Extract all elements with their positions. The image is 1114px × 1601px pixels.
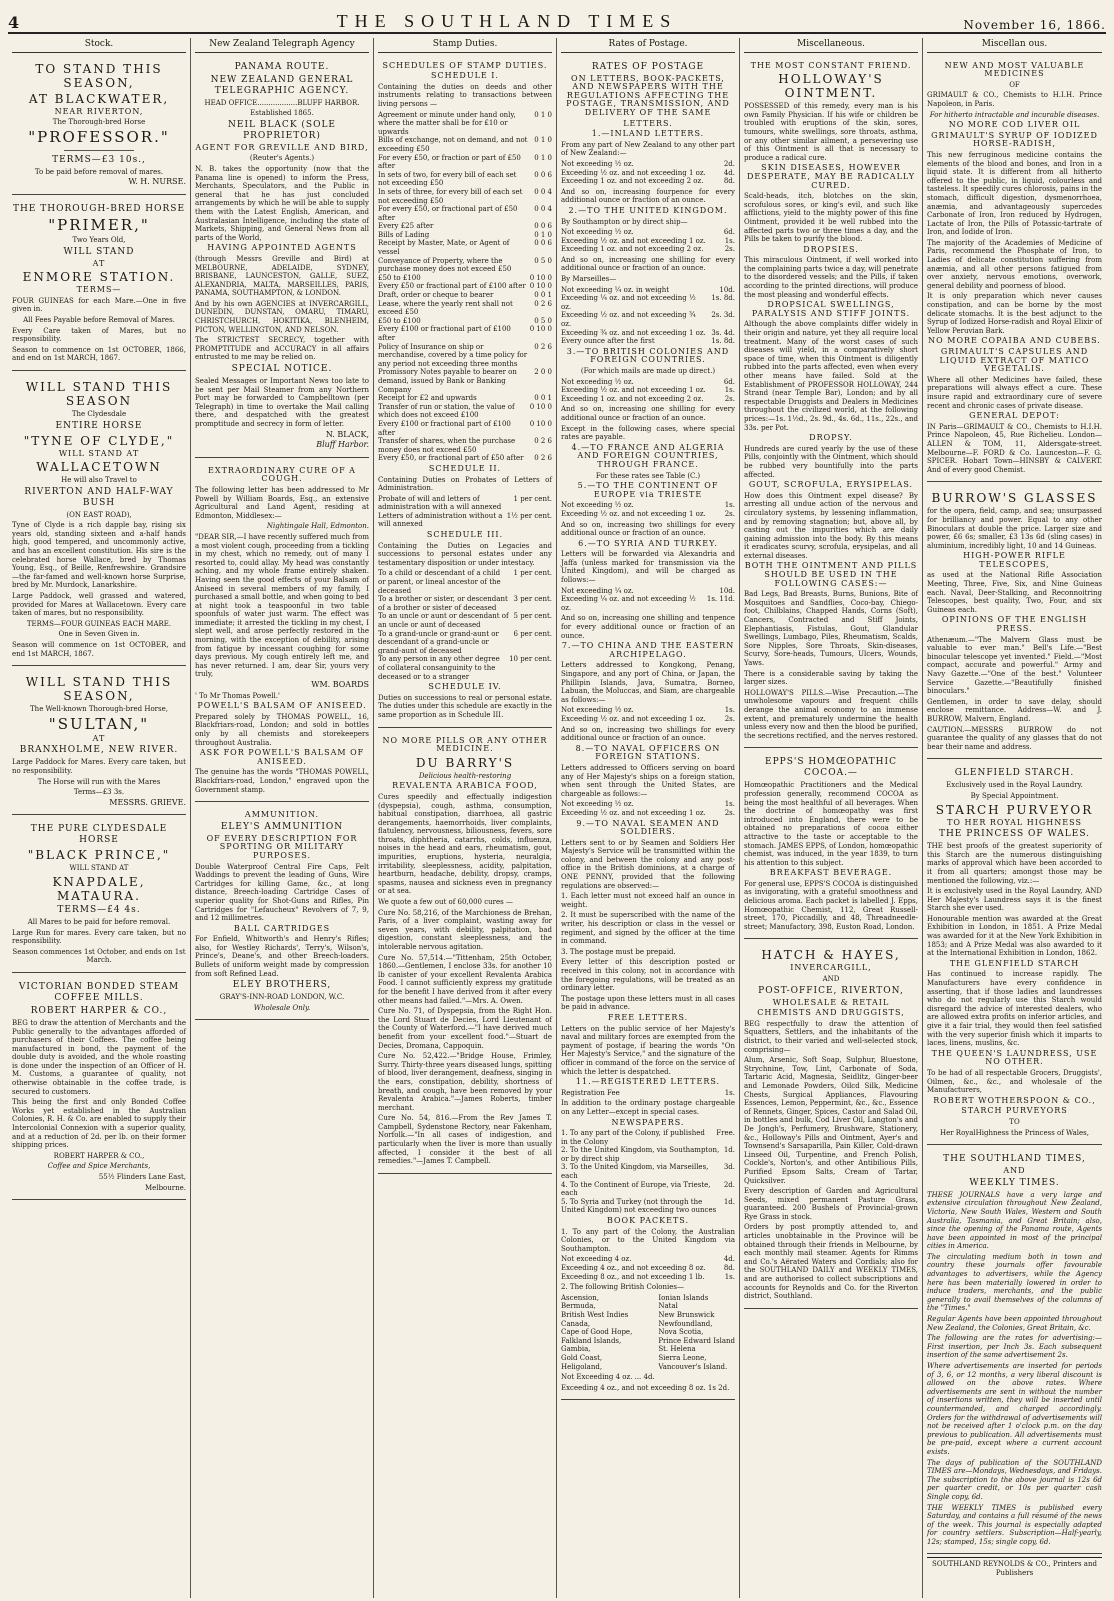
row-item: Exceeding ½ oz. and not exceeding 1 oz. [561, 168, 706, 177]
row-value: 0 0 1 [534, 394, 552, 403]
row-item: To an uncle or aunt or descendant of an uncle or aunt of deceased [378, 612, 509, 629]
list-item: Ionian Islands [658, 1293, 709, 1302]
row-value: 1 per cent. [513, 494, 552, 503]
row-item: 3. To the United Kingdom, via Marseilles, each [561, 1163, 709, 1181]
row-value: 0 0 4 [534, 205, 552, 214]
table-row [561, 595, 735, 612]
list-item: Bermuda, [561, 1302, 596, 1311]
row-value: 0 10 0 [529, 325, 552, 334]
list-item: New Brunswick [658, 1310, 715, 1319]
table-row [378, 154, 552, 171]
row-item: Exceeding 1 oz. and not exceeding 2 oz. [561, 245, 704, 254]
row-item: Bills of exchange, not on demand, and not exceeding £50 [378, 136, 528, 153]
row-value: 0 0 6 [534, 170, 552, 179]
row-value: 10d. [719, 586, 735, 595]
columns [8, 38, 1106, 1598]
row-value: 8d. [723, 177, 735, 186]
row-item: Not exceeding ½ oz. [561, 501, 634, 510]
row-item: To a child or descendant of a child or parent, or lineal ancestor of the deceased [378, 569, 501, 595]
row-value: 3s. 4d. [711, 328, 735, 337]
trieste-rates [561, 501, 735, 518]
row-item: Every ounce after the first [561, 337, 655, 346]
syria-rates [561, 587, 735, 613]
table-row [378, 257, 552, 274]
schedule-3-table [378, 569, 552, 681]
row-value: 0 10 0 [529, 282, 552, 291]
row-value: 10d. [719, 285, 735, 294]
list-item: Prince Edward Island [658, 1336, 735, 1345]
row-value: Free. [716, 1129, 735, 1138]
issue-date: November 16, 1866. [963, 18, 1106, 32]
row-item: Every £50, or fractional part of £50 after [378, 454, 524, 463]
column-telegraph [191, 38, 374, 1598]
ad-burrow-glasses: BURROW'S GLASSES for the opera, field, camp, and sea; unsurpassed for brilliancy and power. Equal to any other Binoculars at double the price. Larger size and power, £6 6s; smaller, £3 13s 6d (sling cases) in aluminium, incredibly light, 10 and 14 Guineas. HIGH-POWER RIFLE TELESCOPES, as used at the National Rifle Association Meeting, Three, Five, Six, and Nine Guineas each. Naval, Deer-Stalking, and Reconnoitring Telescopes, best quality, Two, Four, and six Guineas each. OPINIONS OF THE ENGLISH PRESS. Athenæum.—"The Malvern Glass must be valuable to ever man." Bell's Life.—"Best binocular telescope yet invented." Field.—"Most compact, accurate and powerful." Army and Navy Gazette.—"One of the best." Volunteer Service Gazette.—"Beautifully finished binoculars." Gentlemen, in order to save delay, should enclose remittance. Address—W. and J. BURROW, Malvern, England. CAUTION.—MESSRS BURROW do not guarantee the quality of any glasses that do not bear their name and address. [927, 485, 1102, 759]
table-row [561, 169, 735, 178]
list-item: Cape of Good Hope, [561, 1328, 633, 1337]
row-value: 1d. [723, 1197, 735, 1206]
column-heading: Stock. [12, 38, 186, 53]
row-value: 0 1 0 [534, 136, 552, 145]
ad-professor: TO STAND THIS SEASON, AT BLACKWATER, NEAR RIVERTON, The Thorough-bred Horse "PROFESSOR." TERMS—£3 10s., To be paid before removal of mares. W. H. NURSE. [12, 56, 186, 195]
row-item: Exceeding 1 oz. and not exceeding 2 oz. [561, 394, 704, 403]
row-item: Exceeding ½ oz. and not exceeding 1 oz. [561, 236, 706, 245]
book-packet-rates [561, 1255, 735, 1281]
column-heading: Miscellaneous. [744, 38, 918, 53]
table-row [561, 237, 735, 246]
row-value: 0 2 6 [534, 454, 552, 463]
ad-du-barry: NO MORE PILLS OR ANY OTHER MEDICINE. DU BARRY'S Delicious health-restoring REVALENTA ARABICA FOOD, Cures speedily and effectually indigestion (dyspepsia), cough, asthma, consumption, habitual constipation, diarrhoea, all gastric derangements, haemorrhoids, liver complaints, flatulency, nervousness, biliousness, fevers, sore throats, diphtheria, catarrhs, colds, influenza, noises in the head and ears, rheumatism, gout, impurities, eruptions, hysteria, neuralgia, irritability, sleeplessness, acidity, palpitation, heartburn, headache, debility, dropsy, cramps, spasms, nausea and sickness even in pregnancy or at sea. We quote a few out of 60,000 cures — Cure No. 58,216, of the Marchioness de Brehan, Paris, of a liver complaint, wasting away for seven years, with debility, palpitation, bad digestion, constant sleeplessness, and the intolerable nervous agitation. Cure No. 57,514.—"Tittenham, 25th October, 1860.—Gentlemen, I enclose 33s. for another 10 lb canister of your excellent Revalenta Arabica Food. I cannot sufficiently express my gratitude for the benefit I have derived from it after every other means had failed."—Mrs. A. Owen. Cure No. 71, of Dyspepsia, from the Right Hon. the Lord Stuart de Decies, Lord Lieutenant of the County of Waterford.—"I have derived much benefit from your excellent food."—Stuart de Decies, Dromana, Cappoquin. Cure No. 52,422.—"Bridge House, Frimley, Surry. Thirty-three years diseased lungs, spitting of blood, liver derangement, deafness, singing in the ears, constipation, debility, shortness of breath, and cough, have been removed by your Revalenta Arabica."—James Roberts, timber merchant. Cure No. 54, 816.—From the Rev James T. Campbell, Sydenstone Rectory, near Fakenham, Norfolk.—"In all cases of indigestion, and particularly when the liver is more than usually affected, I consider it the best of all remedies."—James T. Campbell. [378, 731, 552, 1174]
colonies-rates [561, 378, 735, 404]
row-value: 0 5 0 [534, 256, 552, 265]
row-value: 6 per cent. [513, 629, 552, 638]
column-stamp-duties [374, 38, 557, 1598]
ad-holloway: THE MOST CONSTANT FRIEND. HOLLOWAY'S OINTMENT. POSSESSED of this remedy, every man is his own Family Physician. If his wife or children be troubled with eruptions of the skin, sores, tumours, white swellings, sore throats, asthma, or any other similar ailment, a persevering use of this Ointment is all that is necessary to produce a radical cure. SKIN DISEASES, HOWEVER DESPERATE, MAY BE RADICALLY CURED. Scald-heads, itch, blotches on the skin, scrofulous sores, or king's evil, and such like afflictions, yield to the mighty power of this fine Ointment, provided it be well rubbed into the affected parts two or three times a day, and the Pills be taken to purify the blood. DROPSIES. This miraculous Ointment, if well worked into the complaining parts twice a day, will penetrate to the disordered vessels; and the Pills, if taken according to the printed directions, will produce the most pleasing and wonderful effects. DROPSICAL SWELLINGS, PARALYSIS AND STIFF JOINTS. Although the above complaints differ widely in their origin and nature, yet they all require local treatment. Many of the worst cases of such diseases will yield, in a comparatively short space of time, when this Ointment is diligently rubbed into the parts affected, even when every other means have failed. Sold at the Establishment of PROFESSOR HOLLOWAY, 244 Strand (near Temple Bar), London; and by all respectable Druggists and Dealers in Medicines throughout the civilized world, at the following prices:—1s. 1½d., 2s. 9d., 4s. 6d., 11s., 22s., and 33s. per Pot. DROPSY. Hundreds are cured yearly by the use of these Pills, conjointly with the Ointment, which should be rubbed very bountifully into the parts affected. GOUT, SCROFULA, ERYSIPELAS. How does this Ointment expel disease? By arresting all undue action of the nervous and circulatory systems, by lessening inflammation, and by removing stagnation; but, above all, by casting out the impurities which are daily gaining admission into the body. By this means it eradicates scurvy, scrofula, erysipelas, and all external diseases. BOTH THE OINTMENT AND PILLS SHOULD BE USED IN THE FOLLOWING CASES:— Bad Legs, Bad Breasts, Burns, Bunions, Bite of Mosquitoes and Sandflies, Coco-bay, Chiego-foot, Chilblains, Chapped Hands, Corns (Soft), Cancers, Contracted and Stiff Joints, Elephantiasis, Fistulas, Gout, Glandular Swellings, Lumbago, Piles, Rheumatism, Scalds, Sore Nipples, Sore Throats, Skin-diseases, Scurvy, Sore-heads, Tumours, Ulcers, Wounds, Yaws. There is a considerable saving by taking the larger sizes. HOLLOWAY'S PILLS.—Wise Precaution.—The unwholesome vapours and frequent chills derange the animal economy to an immense extent, and prematurely undermine the health unless every now and then the blood be purified, the secretions rectified, and the nerves restored. [744, 56, 918, 749]
column-miscellaneous-2 [923, 38, 1106, 1598]
row-value: 2s. [724, 245, 735, 254]
row-value: 0 1 0 [534, 230, 552, 239]
row-item: Not exceeding ½ oz. [561, 800, 634, 809]
table-row [378, 403, 552, 420]
row-item: Exceeding ½ oz. and not exceeding ¾ oz. [561, 311, 696, 329]
table-row [378, 300, 552, 317]
row-item: Lease, where the yearly rent shall not exceed £50 [378, 299, 513, 317]
table-row [378, 317, 552, 326]
naval-officer-rates [561, 800, 735, 817]
ad-hatch-hayes: HATCH & HAYES, INVERCARGILL, AND POST-OFFICE, RIVERTON, WHOLESALE & RETAIL CHEMISTS AND DRUGGISTS, BEG respectfully to draw the attention of Squatters, Settlers, and the inhabitants of the district, to their varied and well-selected stock, comprising— Alum, Arsenic, Soft Soap, Sulphur, Bluestone, Strychnine, Tow, Lint, Carbonate of Soda, Tartaric Acid, Magnesia, Seidlitz, Ginger-beer and Lemonade Powders, Oilcd Silk, Medicine Chests, Surgical Appliances, Flavouring Essences, Lemon, Peppermint, &c., &c., Essence of Rennets, Ginger, Spices, Castor and Salad Oil, in bottles and bulk, Cod Liver Oil, Langton's and De Jongh's, Perfumery, Brushware, Stationery, &c., Holloway's Pills and Ointment, Ayer's and Townsend's Sarsaparilla, Pain Killer, Cold-drawn Linseed Oil, Turpentine, and French Polish, Cockle's, Norton's, and other Antibilious Pills, Purified Epsom Salts, Cream of Tartar, Quicksilver. Every description of Garden and Agricultural Seeds, mixed permanent Pasture Grass, guaranteed. 200 Bushels of Provincial-grown Rye Grass in stock. Orders by post promptly attended to, and articles unobtainable in the Province will be obtained through their friends in Melbourne, by each monthly mail steamer. Agents for Rimms and Co.'s Aërated Waters and Cordials; also for the SOUTHLAND DAILY and WEEKLY TIMES, and are authorised to collect subscriptions and accounts for Reynolds and Co. for the Riverton district, Southland. [744, 942, 918, 1308]
row-item: Draft, order or cheque to bearer [378, 291, 494, 300]
table-row [378, 569, 552, 595]
column-heading: Miscellan ous. [927, 38, 1102, 53]
table-row [378, 282, 552, 291]
row-item: Receipt for £2 and upwards [378, 394, 477, 403]
row-value: 4d. [723, 1255, 735, 1264]
row-item: Promissory Notes payable to bearer on demand, issued by Bank or Banking Company [378, 368, 517, 394]
row-item: In sets of three, for every bill of each set not exceeding £50 [378, 187, 523, 205]
table-row [561, 329, 735, 338]
ad-telegraph-agency: PANAMA ROUTE. NEW ZEALAND GENERAL TELEGRAPHIC AGENCY. HEAD OFFICE..................BLUFF HARBOR. Established 1865. NEIL BLACK (SOLE PROPRIETOR) AGENT FOR GREVILLE AND BIRD, (Reuter's Agents.) N. B. takes the opportunity (now that the Panama line is opened) to inform the Press, Merchants, Speculators, and the Public in general that he has just concluded arrangements by which he will be able to supply them with the Latest English, American, and Australasian Intelligence, including the state of Markets, Shipping, and General News from all parts of the World, HAVING APPOINTED AGENTS (through Messrs Greville and Bird) at MELBOURNE, ADELAIDE, SYDNEY, BRISBANE, LAUNCESTON, GALLE, SUEZ, ALEXANDRIA, MALTA, MARSEILLES, PARIS, PANAMA, SOUTHAMPTON, & LONDON. And by his own AGENCIES at INVERCARGILL, DUNEDIN, DUNSTAN, OMARU, TIMARU, CHRISTCHURCH, HOKITIKA, BLENHEIM, PICTON, WELLINGTON, AND NELSON. The STRICTEST SECRECY, together with PROMPTITUDE and ACCURACY in all affairs entrusted to me may be relied on. SPECIAL NOTICE. Sealed Messages or Important News too late to be sent per Mail Steamer from any Northern Port may be forwarded to Campbelltown (per Telegraph) in time to overtake the Mail calling there, and despatched with the greatest promptitude and secrecy in form of letter. N. BLACK, Bluff Harbor. [195, 56, 369, 458]
row-item: Probate of will and letters of administration with a will annexed [378, 494, 502, 512]
table-row [561, 286, 735, 295]
row-value: 0 0 1 [534, 291, 552, 300]
row-item: To a grand-uncle or grand-aunt or descendant of a grand-uncle or grand-aunt of deceased [378, 629, 499, 655]
row-value: 0 1 0 [534, 110, 552, 119]
table-row [561, 1255, 735, 1264]
list-item: Natal [658, 1302, 678, 1311]
ad-coffee-mills: VICTORIAN BONDED STEAM COFFEE MILLS. ROBERT HARPER & CO., BEG to draw the attention of Merchants and the Public generally to the advantages afforded of purchasers of their Coffees. The coffee being manufactured in bond, the payment of the double duty is avoided, and the whole roasting is done under the inspection of an Officer of H. M. Customs, a guarantee of quality, not otherwise obtainable in the coffee trade, is secured to customers. This being the first and only Bonded Coffee Works yet established in the Australian Colonies, R. H. & Co. are enabled to supply their Intercolonial Connexion with a superior quality, and at a reduction of 2d. per lb. on their former shipping prices. ROBERT HARPER & CO., Coffee and Spice Merchants, 55½ Flinders Lane East, Melbourne. [12, 976, 186, 1200]
ad-primer: THE THOROUGH-BRED HORSE "PRIMER," Two Years Old, WILL STAND AT ENMORE STATION. TERMS— FOUR GUINEAS for each Mare.—One in five given in. All Fees Payable before Removal of Mares. Every Care taken of Mares, but no responsibility. Season to commence on 1st OCTOBER, 1866, and end on 1st MARCH, 1867. [12, 198, 186, 371]
table-row [378, 655, 552, 681]
table-row [561, 337, 735, 346]
row-value: 1s. [724, 706, 735, 715]
row-item: 2. To the United Kingdom, via Southampton, or by direct ship [561, 1146, 720, 1163]
table-row [561, 395, 735, 404]
row-item: Every £100 or fractional part of £100 after [378, 325, 511, 342]
table-row [378, 343, 552, 369]
row-item: Transfer of run or station, the value of which does not exceed £100 [378, 402, 515, 420]
row-value: 3d. [723, 1163, 735, 1172]
table-row [378, 171, 552, 188]
table-row [378, 239, 552, 256]
row-value: 1d. [723, 1146, 735, 1155]
table-row [378, 222, 552, 231]
list-item: Gold Coast, [561, 1353, 603, 1362]
imprint: SOUTHLAND REYNOLDS & CO., Printers and Publishers [927, 1557, 1102, 1577]
ad-tyne-of-clyde: WILL STAND THIS SEASON The Clydesdale ENTIRE HORSE "TYNE OF CLYDE," WILL STAND AT WALLACETOWN He will also Travel to RIVERTON AND HALF-WAY BUSH (ON EAST ROAD), Tyne of Clyde is a rich dapple bay, rising six years old, standing sixteen and a-half hands high, good tempered, and uncommonly active, and has an excellent constitution. His sire is the celebrated horse Wallace, bred by Thomas Young, Esq., of Beille, Renfrewshire. Grandsire—the far-famed and well-known horse Surprise, bred by Mr. Murdock, Lanarkshire. Large Paddock, well grassed and watered, provided for Mares at Wallacetown. Every care taken of mares, but no responsibility. TERMS—FOUR GUINEAS EACH MARE. One in Seven Given in. Season will commence on 1st OCTOBER, and end 1st MARCH, 1867. [12, 374, 186, 666]
row-item: Exceeding ¾ oz. and not exceeding 1 oz. [561, 328, 706, 337]
table-row [378, 437, 552, 454]
table-row [378, 495, 552, 512]
row-item: 1. To any part of the Colony, if published in the Colony [561, 1129, 705, 1146]
ad-sultan: WILL STAND THIS SEASON, The Well-known Thorough-bred Horse, "SULTAN," AT BRANXHOLME, NEW RIVER. Large Paddock for Mares. Every care taken, but no responsibility. The Horse will run with the Mares Terms—£3 3s. MESSRS. GRIEVE. [12, 669, 186, 815]
row-value: 0 2 6 [534, 342, 552, 351]
row-value: 0 0 6 [534, 239, 552, 248]
table-row [561, 378, 735, 387]
row-value: 4d. [723, 168, 735, 177]
table-row [378, 612, 552, 629]
row-value: 1½ per cent. [506, 511, 552, 520]
row-item: Exceeding ½ oz. and not exceeding 1 oz. [561, 808, 706, 817]
table-row [561, 587, 735, 596]
table-row [561, 311, 735, 328]
row-value: 1 per cent. [513, 569, 552, 578]
row-item: Not exceeding ¼ oz. in weight [561, 285, 670, 294]
table-row [378, 274, 552, 283]
row-item: To any person in any other degree of collateral consanguinity to the deceased or to a stranger [378, 655, 500, 681]
row-item: Not exceeding ¼ oz. [561, 586, 634, 595]
newspaper-title: THE SOUTHLAND TIMES [336, 11, 678, 31]
schedule-2-table [378, 495, 552, 529]
table-row [561, 501, 735, 510]
row-value: 2s. 3d. [711, 311, 735, 320]
row-item: Exceeding 1 oz. and not exceeding 2 oz. [561, 177, 704, 186]
column-heading: New Zealand Telegraph Agency [195, 38, 369, 53]
row-item: Exceeding ½ oz. and not exceeding 1 oz. [561, 509, 706, 518]
row-item: For every £50, or fraction or part of £50 after [378, 153, 521, 171]
row-value: 2s. [724, 714, 735, 723]
row-item: Conveyance of Property, where the purchase money does not exceed £50 [378, 256, 512, 274]
row-item: Not exceeding ½ oz. [561, 228, 634, 237]
row-value: 1s. [724, 386, 735, 395]
row-value: 2 0 0 [534, 368, 552, 377]
column-heading: Stamp Duties. [378, 38, 552, 53]
table-row [378, 512, 552, 529]
row-value: 2s. [724, 394, 735, 403]
table-row [378, 136, 552, 153]
table-row [561, 228, 735, 237]
table-row [378, 595, 552, 612]
row-value: 2d. [723, 159, 735, 168]
row-item: £50 to £100 [378, 273, 421, 282]
row-item: Exceeding ½ oz. and not exceeding 1 oz. [561, 714, 706, 723]
ad-black-prince: THE PURE CLYDESDALE HORSE "BLACK PRINCE," WILL STAND AT KNAPDALE, MATAURA. TERMS—£4 4s. All Mares to be paid for before removal. Large Run for mares. Every care taken, but no responsibility. Season commences 1st October, and ends on 1st March. [12, 818, 186, 973]
table-row [561, 1129, 735, 1146]
row-value: 0 2 6 [534, 437, 552, 446]
row-item: 5. To Syria and Turkey (not through the United Kingdom) not exceeding two ounces [561, 1197, 717, 1215]
list-item: British West Indies [561, 1310, 629, 1319]
row-value: 2s. [724, 509, 735, 518]
table-row [378, 394, 552, 403]
table-row [378, 291, 552, 300]
marseilles-rates [561, 286, 735, 346]
ad-grimault: NEW AND MOST VALUABLE MEDICINES OF GRIMAULT & CO., Chemists to H.I.H. Prince Napoleon, in Paris. For hitherto intractable and incurable diseases. NO MORE COD LIVER OIL GRIMAULT'S SYRUP OF IODIZED HORSE-RADISH, This new ferruginous medicine contains the elements of the blood and bones, and Iron in a liquid state. It is different from all hitherto offered to the public, in liquid, colourless and tasteless. It speedily cures chlorosis, pains in the stomach, difficult digestion, dysmenorrhoea, anæmia, and advantageously supercedes Carbonate of Iron, Iron reduced by Hydrogen, Lactate of Iron, the Pills of Potassic-tartrate of Iron, and Iodide of Iron. The majority of the Academies of Medicine of Paris, recommend the Phosphate of Iron, to Ladies of delicate constitution suffering from anæmia, and all other persons fatigued from over anxiety, nervous emotions, overwork, general debility and poorness of blood. It is only preparation which never causes constipation, and can be borne by the most delicate stomachs. It is the best adjunct to the Syrup of Iodized Horse-radish and Royal Elixir of Yellow Peruvian Bark. NO MORE COPAIBA AND CUBEBS. GRIMAULT'S CAPSULES AND LIQUID EXTRACT OF MATICO VEGETALIS. Where all other Medicines have failed, these preparations will always effect a cure. These insure rapid and extraordinary cure of severe recent and chronic cases of private disease. GENERAL DEPOT: IN Paris—GRIMAULT & CO., Chemists to H.I.H. Prince Napoleon, 45, Rue Richelieu. London—ALLEN & TOM, 11, Aldersgate-street. Melbourne—F. FORD & Co. Launceston—F. G. SPICER. Hobart Town—HINSBY & CALVERT. And of every good Chemist. [927, 56, 1102, 483]
column-stock [8, 38, 191, 1598]
row-item: Not exceeding ½ oz. [561, 377, 634, 386]
list-item: Vancouver's Island. [658, 1362, 728, 1371]
row-value: 1s. [724, 800, 735, 809]
row-item: Policy of Insurance on ship or merchandise, covered by a time policy for any period not exceeding three months [378, 342, 528, 368]
row-value: 1s. 8d. [711, 337, 735, 346]
row-item: Bills of Lading [378, 230, 430, 239]
row-value: 0 5 0 [534, 316, 552, 325]
row-value: 6d. [723, 377, 735, 386]
list-item: Gambia, [561, 1345, 591, 1354]
table-row [561, 160, 735, 169]
row-value: 5 per cent. [513, 612, 552, 621]
table-row [378, 630, 552, 656]
row-item: In sets of two, for every bill of each set not exceeding £50 [378, 170, 517, 188]
table-row [561, 1264, 735, 1273]
row-item: Every £25 after [378, 222, 434, 231]
table-row [378, 205, 552, 222]
row-value: 2d. [723, 1180, 735, 1189]
list-item: St. Helena [658, 1345, 696, 1354]
row-value: 1s. 11d. [706, 595, 735, 604]
list-item: Newfoundland, [658, 1319, 713, 1328]
column-heading: Rates of Postage. [561, 38, 735, 53]
row-value: 0 1 0 [534, 153, 552, 162]
table-row [378, 454, 552, 463]
list-item: Ascension, [561, 1293, 599, 1302]
row-item: To a brother or sister, or descendant of a brother or sister of deceased [378, 595, 508, 612]
table-row [378, 325, 552, 342]
table-row [561, 800, 735, 809]
ad-epps-cocoa: EPPS'S HOMŒOPATHIC COCOA.— Homœopathic Practitioners and the Medical profession generally, recommend COCOA as being the most healthful of all beverages. When the doctrine of homœopathy was first introduced into England, there were to be obtained no preparations of cocoa either attractive to the taste or acceptable to the stomach. JAMES EPPS, of London, homœopathic chemist, was induced, in the year 1839, to turn his attention to this subject. BREAKFAST BEVERAGE. For general use, EPPS'S COCOA is distinguished as invigorating, with a grateful smoothness and delicious aroma. Each packet is labelled J. Epps, Homœopathic Chemist, 112, Great Russell-street, 170, Piccadilly, and 48, Threadneedle-street; Manufactory, 398, Euston Road, London. [744, 751, 918, 939]
row-value: 2s. [724, 808, 735, 817]
row-item: Transfer of shares, when the purchase money does not exceed £50 [378, 437, 516, 454]
table-row [561, 1198, 735, 1215]
row-item: Exceeding ¼ oz. and not exceeding ½ oz. [561, 294, 696, 311]
row-item: £50 to £100 [378, 316, 421, 325]
ad-eley-ammunition: AMMUNITION. ELEY'S AMMUNITION OF EVERY DESCRIPTION FOR SPORTING OR MILITARY PURPOSES. Double Waterproof Central Fire Caps, Felt Waddings to prevent the leading of Guns, Wire Cartridges for killing Game, &c., at long distance, Breech-loading Cartridge Cases of superior quality for Shot-Guns and Rifles, Pin Cartridges for "Lefaucheux" Revolvers of 7, 9, and 12 millimetres. BALL CARTRIDGES For Enfield, Whitworth's and Henry's Rifles; also, for Westley Richards', Terry's, Wilson's, Prince's, Deane's, and other Breech-loaders. Bullets of uniform weight made by compression from soft Refined Lead. ELEY BROTHERS, GRAY'S-INN-ROAD LONDON, W.C. Wholesale Only. [195, 805, 369, 1020]
list-item: Nova Scotia, [658, 1328, 704, 1337]
list-item: Canada, [561, 1319, 591, 1328]
row-item: Exceeding ¼ oz. and not exceeding ½ oz. [561, 595, 696, 612]
row-value: 3 per cent. [513, 595, 552, 604]
table-row [561, 1181, 735, 1198]
row-value: 6d. [723, 228, 735, 237]
table-row [561, 1146, 735, 1163]
list-item: Falkland Islands, [561, 1336, 622, 1345]
table-row [378, 111, 552, 137]
table-row [378, 420, 552, 437]
table-row [561, 177, 735, 186]
ad-cough-cure: EXTRAORDINARY CURE OF A COUGH. The following letter has been addressed to Mr Powell by William Boards, Esq., an extensive Agricultural and Land Agent, residing at Edmonton, Middlesex:— Nightingale Hall, Edmonton. "DEAR SIR,—I have recently suffered much from a most violent cough, proceeding from a tickling in my chest, which no remedy, out of many I resorted to, could allay. My head was constantly aching, and my whole frame entirely shaken. Having seen the good effects of your Balsam of Aniseed in several members of my family, I purchased a small bottle, and when going to bed at night took a teaspoonful in two table spoonfuls of water just warm. The effect was immediate; it arrested the tickling in my chest, I slept well, and arose perfectly restored in the morning, with the exception of debility, arising from fatigue by incessant coughing for some days previous. My cough entirely left me, and has never returned. I am, dear Sir, yours very truly, WM. BOARDS ' To Mr Thomas Powell.' POWELL'S BALSAM OF ANISEED. Prepared solely by THOMAS POWELL, 16, Blackfriars-road, London; and sold in bottles only by all chemists and storekeepers throughout Australia. ASK FOR POWELL'S BALSAM OF ANISEED. The genuine has the words "THOMAS POWELL, Blackfriars-road, London," engraved upon the Government stamp. [195, 461, 369, 802]
table-row [561, 245, 735, 254]
table-row [561, 294, 735, 311]
newspaper-rates [561, 1129, 735, 1215]
row-value: 0 0 4 [534, 187, 552, 196]
row-item: Receipt by Master, Mate, or Agent of vessel [378, 239, 510, 257]
table-row [561, 706, 735, 715]
row-item: Exceeding ½ oz. and not exceeding 1 oz. [561, 386, 706, 395]
table-row [378, 368, 552, 394]
row-value: 1s. [724, 1272, 735, 1281]
table-row [561, 1163, 735, 1180]
table-row [561, 510, 735, 519]
row-value: 1s. 8d. [711, 294, 735, 303]
inland-rates [561, 160, 735, 186]
row-value: 8d. [723, 1264, 735, 1272]
column-postage [557, 38, 740, 1598]
list-item: Sierra Leone, [658, 1353, 707, 1362]
row-value: 0 10 0 [529, 273, 552, 282]
row-value: 0 10 0 [529, 402, 552, 411]
row-item: Every £50 or fractional part of £100 after [378, 282, 526, 291]
ad-glenfield-starch: GLENFIELD STARCH. Exclusively used in the Royal Laundry. By Special Appointment. STARCH PURVEYOR TO HER ROYAL HIGHNESS THE PRINCESS OF WALES. THE best proofs of the greatest superiority of this Starch are the numerous distinguishing marks of approval which have been accorded to it from all quarters; amongst those may be mentioned the following, viz.:— It is exclusively used in the Royal Laundry, AND Her Majesty's Laundress says it is the finest Starch she ever used. Honourable mention was awarded at the Great Exhibition in London, in 1851. A Prize Medal was awarded for it at the New York Exhibition in 1853; and A Prize Medal was also awarded to it at the International Exhibition in London, 1862. THE GLENFIELD STARCH Has continued to increase rapidly. The Manufacturers have every confidence in asserting, that if those ladies and laundresses who do not regularly use this Starch would disregard the advice of interested dealers, who are allowed extra profits on inferior articles, and give it a fair trial, they would then feel satisfied with the very superior finish which it imparts to laces, linens, muslins, &c. THE QUEEN'S LAUNDRESS, USE NO OTHER. To be had of all respectable Grocers, Druggists', Oilmen, &c., &c., and wholesale of the Manufacturers, ROBERT WOTHERSPOON & CO., STARCH PURVEYORS TO Her RoyalHighness the Princess of Wales, [927, 762, 1102, 1145]
row-item: 4. To the Continent of Europe, via Trieste, each [561, 1180, 711, 1198]
row-value: 1s. [724, 501, 735, 510]
row-item: For every £50, or fractional part of £50 after [378, 205, 518, 222]
ad-southland-times: THE SOUTHLAND TIMES, AND WEEKLY TIMES. THESE JOURNALS have a very large and extensive circulation throughout New Zealand, Victoria, New South Wales, Western and South Australia, Tasmania, and Great Britain; also, since the opening of the Panama route, Agents have been appointed in most of the principal cities in America. The circulating medium both in town and country these journals offer favourable advantages to advertisers, while the Agency here has been materially lowered in order to induce traders, merchants, and the public generally to avail themselves of the columns of the "Times." Regular Agents have been appointed throughout New Zealand, the Colonies, Great Britain, &c. The following are the rates for advertising:— First insertion, per Inch 3s. Each subsequent insertion of the same advertisement 2s. Where advertisements are inserted for periods of 3, 6, or 12 months, a very liberal discount is allowed on the above rates. Where advertisements are sent in without the number of insertions written, they will be inserted until countermanded, and charged accordingly. Orders for the withdrawal of advertisements will not be received after 1 o'clock p.m. on the day previous to publication. All advertisements must be pre-paid, except where a current account exists. The days of publication of the SOUTHLAND TIMES are—Mondays, Wednesdays, and Fridays. The subscription to the above journal is 12s 6d per quarter credit, or 10s per quarter cash Single copy, 6d. THE WEEKLY TIMES is published every Saturday, and contains a full résumé of the news of the week. This journal is especially adapted for country settlers. Subscription—Half-yearly, 12s; stamped, 15s; single copy, 6d. [927, 1148, 1102, 1554]
schedule-1-table [378, 111, 552, 463]
column-miscellaneous [740, 38, 923, 1598]
row-value: 10 per cent. [509, 655, 552, 664]
colonies-list [561, 1294, 735, 1371]
registration-row: Registration Fee 1s. [561, 1088, 735, 1097]
row-item: Exceeding 8 oz., and not exceeding 1 lb. [561, 1272, 705, 1281]
list-item: Heligoland, [561, 1362, 603, 1371]
china-rates [561, 706, 735, 723]
masthead [8, 6, 1106, 34]
table-row [561, 386, 735, 395]
table-row [561, 715, 735, 724]
row-value: 0 0 6 [534, 222, 552, 231]
row-item: Letters of administration without a will annexed [378, 511, 503, 529]
stamp-schedules: SCHEDULES OF STAMP DUTIES. SCHEDULE I. Containing the duties on deeds and other instruments relating to transactions between living persons — Agreement or minute under hand only, where the matter shall be for £10 or upwards 0 1 0 Bills of exchange, not on demand, and not exceeding £50 0 1 0 For every £50, or fraction or part of £50 after 0 1 0 In sets of two, for every bill of each set not exceeding £50 0 0 6 In sets of three, for every bill of each set not exceeding £50 0 0 4 For every £50, or fractional part of £50 after 0 0 4 Every £25 after 0 0 6 Bills of Lading 0 1 0 Receipt by Master, Mate, or Agent of vessel 0 0 6 Conveyance of Property, where the purchase money does not exceed £50 0 5 0 £50 to £100 0 10 0 Every £50 or fractional part of £100 after 0 10 0 Draft, order or cheque to bearer 0 0 1 Lease, where the yearly rent shall not exceed £50 0 2 6 £50 to £100 0 5 0 Every £100 or fractional part of £100 after 0 10 0 Policy of Insurance on ship or merchandise, covered by a time policy for any period not exceeding three months 0 2 6 Promissory Notes payable to bearer on demand, issued by Bank or Banking Company 2 0 0 Receipt for £2 and upwards 0 0 1 Transfer of run or station, the value of which does not exceed £100 0 10 0 Every £100 or fractional part of £100 after 0 10 0 Transfer of shares, when the purchase money does not exceed £50 0 2 6 Every £50, or fractional part of £50 after 0 2 6 SCHEDULE II. Containing Duties on Probates of Letters of Administration. Probate of will and letters of administration with a will annexed 1 per cent. Letters of administration without a will annexed 1½ per cent. SCHEDULE III. Containing the Duties on Legacies and successions to personal estates under any testamentary disposition or under intestacy. To a child or descendant of a child or parent, or lineal ancestor of the deceased 1 per cent. To a brother or sister, or descendant of a brother or sister of deceased 3 per cent. To an uncle or aunt or descendant of an uncle or aunt of deceased 5 per cent. To a grand-uncle or grand-aunt or descendant of a grand-uncle or grand-aunt of deceased 6 per cent. To any person in any other degree of collateral consanguinity to the deceased or to a stranger 10 per cent. SCHEDULE IV. Duties on successions to real or personal estate. The duties under this schedule are exactly in the same proportion as in Schedule III. [378, 56, 552, 728]
row-value: 1s. [724, 236, 735, 245]
row-value: 0 2 6 [534, 299, 552, 308]
page-number: 4 [8, 13, 20, 32]
table-row [378, 188, 552, 205]
row-item: Not exceeding ½ oz. [561, 159, 634, 168]
row-item: Not exceeding ½ oz. [561, 706, 634, 715]
table-row [561, 1273, 735, 1282]
row-value: 0 10 0 [529, 419, 552, 428]
row-item: Agreement or minute under hand only, where the matter shall be for £10 or upwards [378, 110, 516, 136]
row-item: Every £100 or fractional part of £100 after [378, 419, 511, 437]
uk-rates [561, 228, 735, 254]
row-item: Exceeding 4 oz., and not exceeding 8 oz. [561, 1264, 706, 1272]
table-row [561, 809, 735, 818]
row-item: Not exceeding 4 oz. [561, 1255, 632, 1264]
table-row [378, 231, 552, 240]
postage-rates: RATES OF POSTAGE ON LETTERS, BOOK-PACKETS, AND NEWSPAPERS WITH THE REGULATIONS AFFECTING THE POSTAGE, TRANSMISSION, AND DELIVERY OF THE SAME LETTERS. 1.—INLAND LETTERS. From any part of New Zealand to any other part of New Zealand:— Not exceeding ½ oz. 2d. Exceeding ½ oz. and not exceeding 1 oz. 4d. Exceeding 1 oz. and not exceeding 2 oz. 8d. And so on, increasing fourpence for every additional ounce or fraction of an ounce. 2.—TO THE UNITED KINGDOM. By Southampton or by direct ship— Not exceeding ½ oz. 6d. Exceeding ½ oz. and not exceeding 1 oz. 1s. Exceeding 1 oz. and not exceeding 2 oz. 2s. And so on, increasing one shilling for every additional ounce or fraction of an ounce. By Marseilles— Not exceeding ¼ oz. in weight 10d. Exceeding ¼ oz. and not exceeding ½ oz. 1s. 8d. Exceeding ½ oz. and not exceeding ¾ oz. 2s. 3d. Exceeding ¾ oz. and not exceeding 1 oz. 3s. 4d. Every ounce after the first 1s. 8d. 3.—TO BRITISH COLONIES AND FOREIGN COUNTRIES. (For which mails are made up direct.) Not exceeding ½ oz. 6d. Exceeding ½ oz. and not exceeding 1 oz. 1s. Exceeding 1 oz. and not exceeding 2 oz. 2s. And so on, increasing one shilling for every additional ounce or fraction of an ounce. Except in the following cases, where special rates are payable. 4.—TO FRANCE AND ALGERIA AND FOREIGN COUNTRIES, THROUGH FRANCE. For these rates see Table (C.) 5.—TO THE CONTINENT OF EUROPE via TRIESTE Not exceeding ½ oz. 1s. Exceeding ½ oz. and not exceeding 1 oz. 2s. And so on, increasing two shillings for every additional ounce or fraction of an ounce. 6.—TO SYRIA AND TURKEY. Letters will be forwarded via Alexandria and Jaffa (unless marked for transmission via the United Kingdom), and will be charged as follows:— Not exceeding ¼ oz. 10d. Exceeding ¼ oz. and not exceeding ½ oz. 1s. 11d. And so on, increasing one shilling and tenpence for every additional ounce or fraction of an ounce. 7.—TO CHINA AND THE EASTERN ARCHIPELAGO. Letters addressed to Kongkong, Penang, Singapore, and any port of China, or Japan, the Phillipin Islands, Java, Sumatra, Borneo, Labuan, the Moluccas, and Siam, are chargeable as follows:— Not exceeding ½ oz. 1s. Exceeding ½ oz. and not exceeding 1 oz. 2s. And so on, increasing two shillings for every additional ounce or fraction of an ounce. 8.—TO NAVAL OFFICERS ON FOREIGN STATIONS. Letters addressed to Officers serving on board any of Her Majesty's ships on a foreign station, when sent through the United States, are chargeable as follows:— Not exceeding ½ oz. 1s. Exceeding ½ oz. and not exceeding 1 oz. 2s. 9.—TO NAVAL SEAMEN AND SOLDIERS. Letters sent to or by Seamen and Soldiers Her Majesty's Service will be transmitted within the colony, and between the colony and any post-office in the British dominions, at a charge of ONE PENNY, provided that the following regulations are observed:— 1. Each letter must not exceed half an ounce in weight. 2. It must be superscribed with the name of the writer, his description or class in the vessel or regiment, and signed by the officer at the time in command. 3. The postage must be prepaid. Every letter of this description posted or received in this colony, not in accordance with the foregoing regulations, will be treated as an ordinary letter. The postage upon these letters must in all cases be paid in advance. FREE LETTERS. Letters on the public service of her Majesty's naval and military forces are exempted from the payment of postage, if bearing the words "On Her Majesty's Service," and the signature of the officer in command of the force on the service of which the letter is despatched. 11.—REGISTERED LETTERS. Registration Fee 1s. In addition to the ordinary postage chargeable on any Letter—except in special cases. NEWSPAPERS. 1. To any part of the Colony, if published in the Colony Free. 2. To the United Kingdom, via Southampton, or by direct ship 1d. 3. To the United Kingdom, via Marseilles, each 3d. 4. To the Continent of Europe, via Trieste, each 2d. 5. To Syria and Turkey (not through the United Kingdom) not exceeding two ounces 1d. BOOK PACKETS. 1. To any part of the Colony, the Australian Colonies, or to the United Kingdom via Southampton. Not exceeding 4 oz. 4d. Exceeding 4 oz., and not exceeding 8 oz. 8d. Exceeding 8 oz., and not exceeding 1 lb. 1s. 2. The following British Colonies— Ascension, Bermuda, British West Indies Canada, Cape of Good Hope, Falkland Islands, Gambia, Gold Coast, Heligoland, Ionian Islands Natal New Brunswick Newfoundland, Nova Scotia, Prince Edward Island St. Helena Sierra Leone, Vancouver's Island. Not Exceeding 4 oz. ... 4d. Exceeding 4 oz., and not exceeding 8 oz. 1s 2d. [561, 56, 735, 1401]
